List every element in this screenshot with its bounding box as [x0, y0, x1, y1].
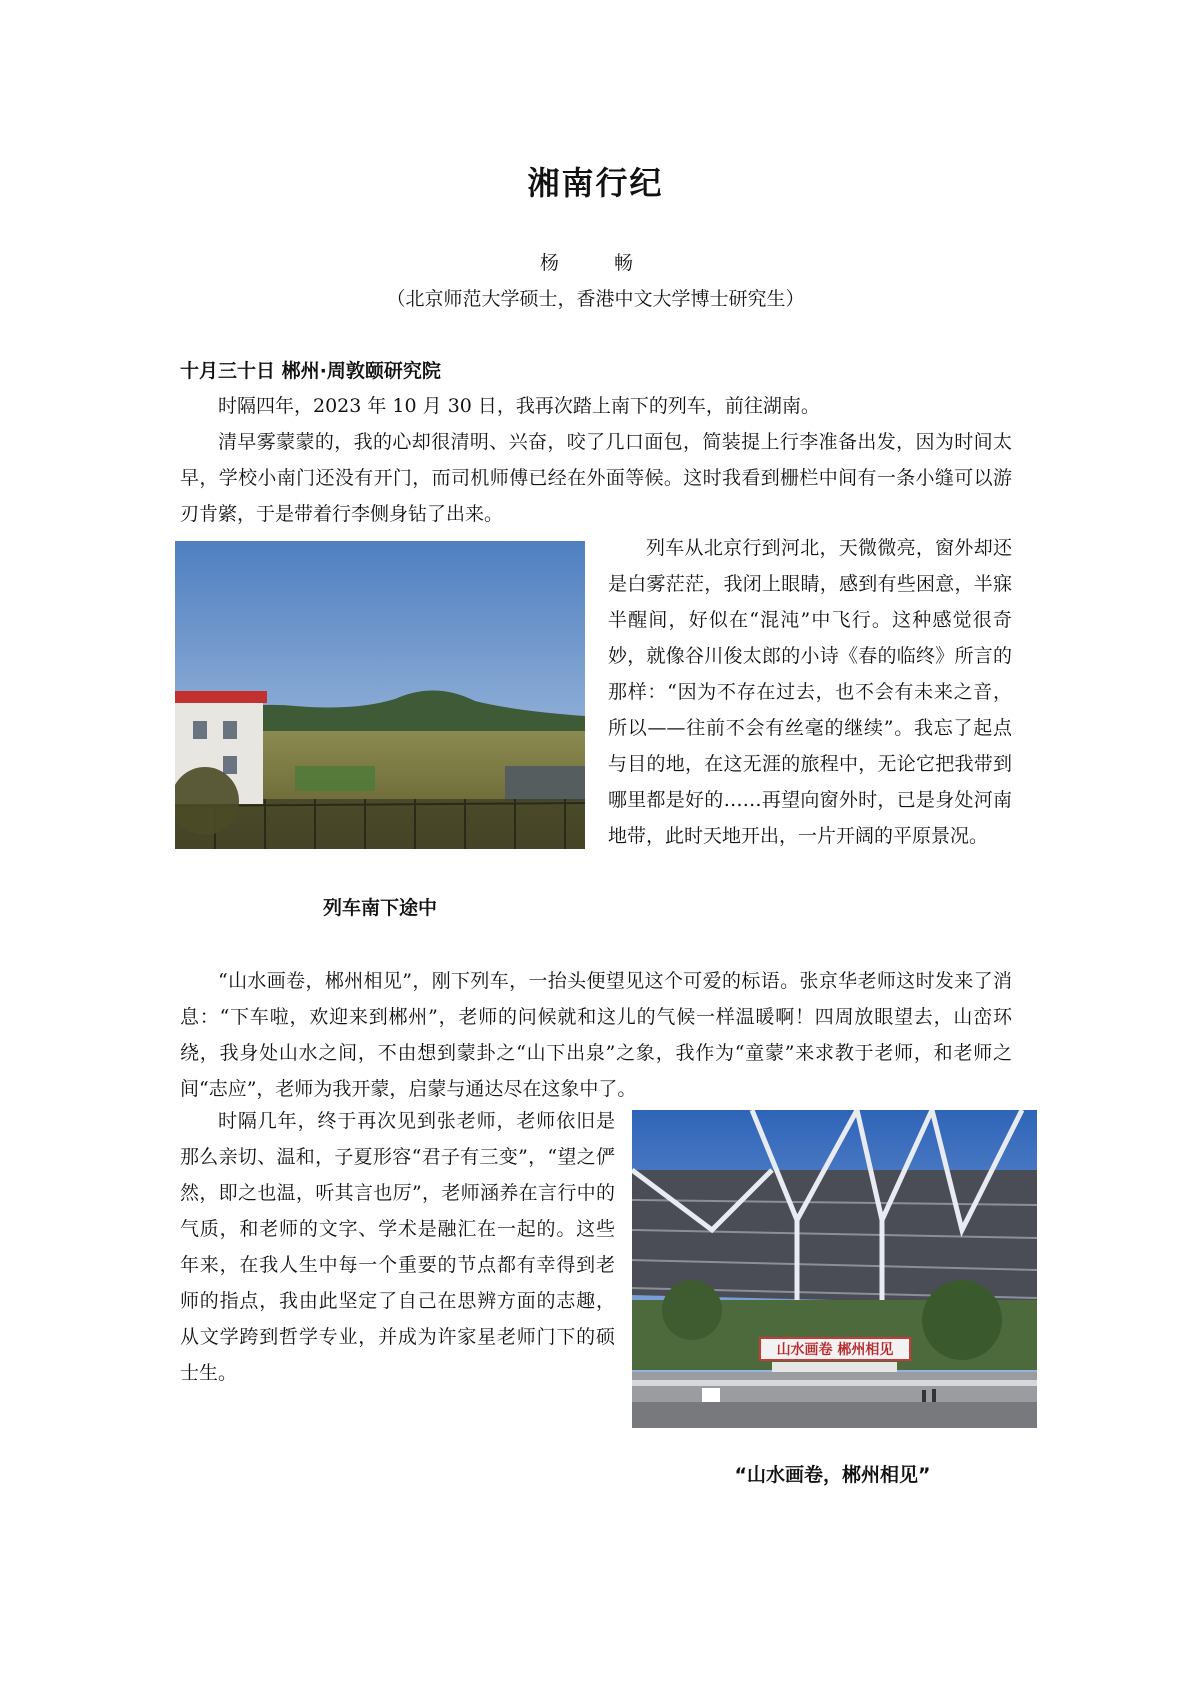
paragraph-1: 时隔四年，2023 年 10 月 30 日，我再次踏上南下的列车，前往湖南。 [218, 395, 820, 417]
paragraph-4: “山水画卷，郴州相见”，刚下列车，一抬头便望见这个可爱的标语。张京华老师这时发来了消息：“下车啦，欢迎来到郴州”，老师的问候就和这儿的气候一样温暖啊！四周放眼望去，山峦环绕，我身处山水之间，不由想到蒙卦之“山下出泉”之象，我作为“童蒙”来求教于老师，和老师之间“志应”，老师为我开蒙，启蒙与通达尽在这象中了。 [180, 970, 1012, 1100]
author-affiliation: （北京师范大学硕士，香港中文大学博士研究生） [386, 288, 805, 310]
paragraph-2: 清早雾蒙蒙的，我的心却很清明、兴奋，咬了几口面包，简装提上行李准备出发，因为时间太早，学校小南门还没有开门，而司机师傅已经在外面等候。这时我看到栅栏中间有一条小缝可以游刃肯綮，于是带着行李侧身钻了出来。 [180, 431, 1012, 525]
photo-train-window [175, 541, 585, 849]
photo-station-platform [632, 1110, 1037, 1428]
paragraph-5: 时隔几年，终于再次见到张老师，老师依旧是那么亲切、温和，子夏形容“君子有三变”，“望之俨然，即之也温，听其言也厉”，老师涵养在言行中的气质，和老师的文字、学术是融汇在一起的。这些年来，在我人生中每一个重要的节点都有幸得到老师的指点，我由此坚定了自己在思辨方面的志趣，从文学跨到哲学专业，并成为许家星老师门下的硕士生。 [180, 1110, 615, 1384]
paragraph-3: 列车从北京行到河北，天微微亮，窗外却还是白雾茫茫，我闭上眼睛，感到有些困意，半寐半醒间，好似在“混沌”中飞行。这种感觉很奇妙，就像谷川俊太郎的小诗《春的临终》所言的那样：“因为不存在过去，也不会有未来之音，所以——往前不会有丝毫的继续”。我忘了起点与目的地，在这无涯的旅程中，无论它把我带到哪里都是好的……再望向窗外时，已是身处河南地带，此时天地开出，一片开阔的平原景况。 [608, 537, 1012, 847]
author-name: 杨 畅 [539, 252, 651, 274]
figure-caption-2: “山水画卷，郴州相见” [734, 1464, 931, 1486]
station-banner: 山水画卷 郴州相见 [776, 1342, 894, 1358]
figure-caption-1: 列车南下途中 [322, 897, 437, 919]
section-heading: 十月三十日 郴州·周敦颐研究院 [180, 360, 441, 382]
page-title: 湘南行纪 [527, 164, 664, 202]
